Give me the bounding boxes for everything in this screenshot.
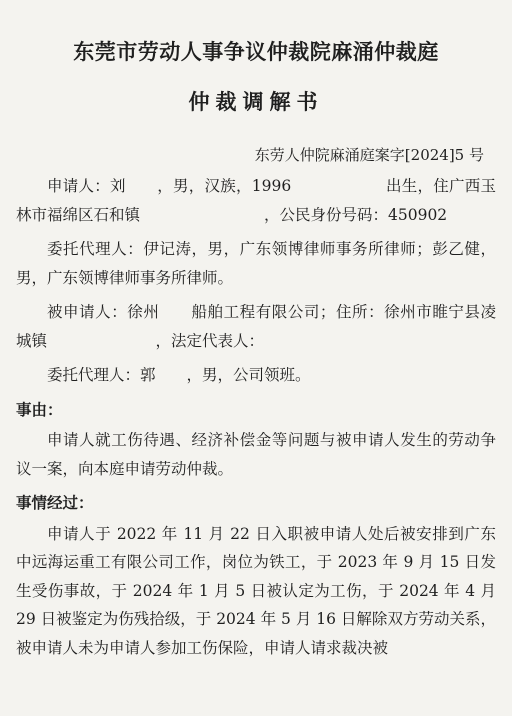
case-number: 东劳人仲院麻涌庭案字[2024]5 号 — [254, 146, 484, 164]
reason-heading: 事由： — [16, 399, 63, 419]
document-title: 东莞市劳动人事争议仲裁院麻涌仲裁庭 — [73, 39, 439, 64]
respondent-paragraph: 被申请人：徐州 船舶工程有限公司；住所：徐州市睢宁县凌城镇 ，法定代表人： — [16, 303, 496, 350]
facts-paragraph: 申请人于 2022 年 11 月 22 日入职被申请人处后被安排到广东中远海运重工有限公司工作，岗位为铁工，于 2023 年 9 月 15 日发生受伤事故，于 2024 年 1 月 5 日被认定为工伤，于 2024 年 4 月 29 日被鉴定为伤残拾级，于 2024 年 5 月 16 日解除双方劳动关系，被申请人未为申请人参加工伤保险，申请人请求裁决被 — [16, 524, 496, 657]
document-body — [16, 172, 496, 668]
reason-paragraph: 申请人就工伤待遇、经济补偿金等问题与被申请人发生的劳动争议一案，向本庭申请劳动仲裁。 — [16, 431, 496, 478]
applicant-paragraph: 申请人：刘 ，男，汉族，1996 出生，住广西玉林市福绵区石和镇 ，公民身份号码：450902 — [16, 177, 496, 224]
facts-heading: 事情经过： — [16, 493, 94, 512]
respondent-agent-paragraph: 委托代理人：郭 ，男，公司领班。 — [47, 366, 311, 384]
document-subtitle: 仲裁调解书 — [188, 89, 324, 114]
applicant-agent-paragraph: 委托代理人：伊记涛，男，广东领博律师事务所律师；彭乙健，男，广东领博律师事务所律师。 — [16, 240, 496, 287]
